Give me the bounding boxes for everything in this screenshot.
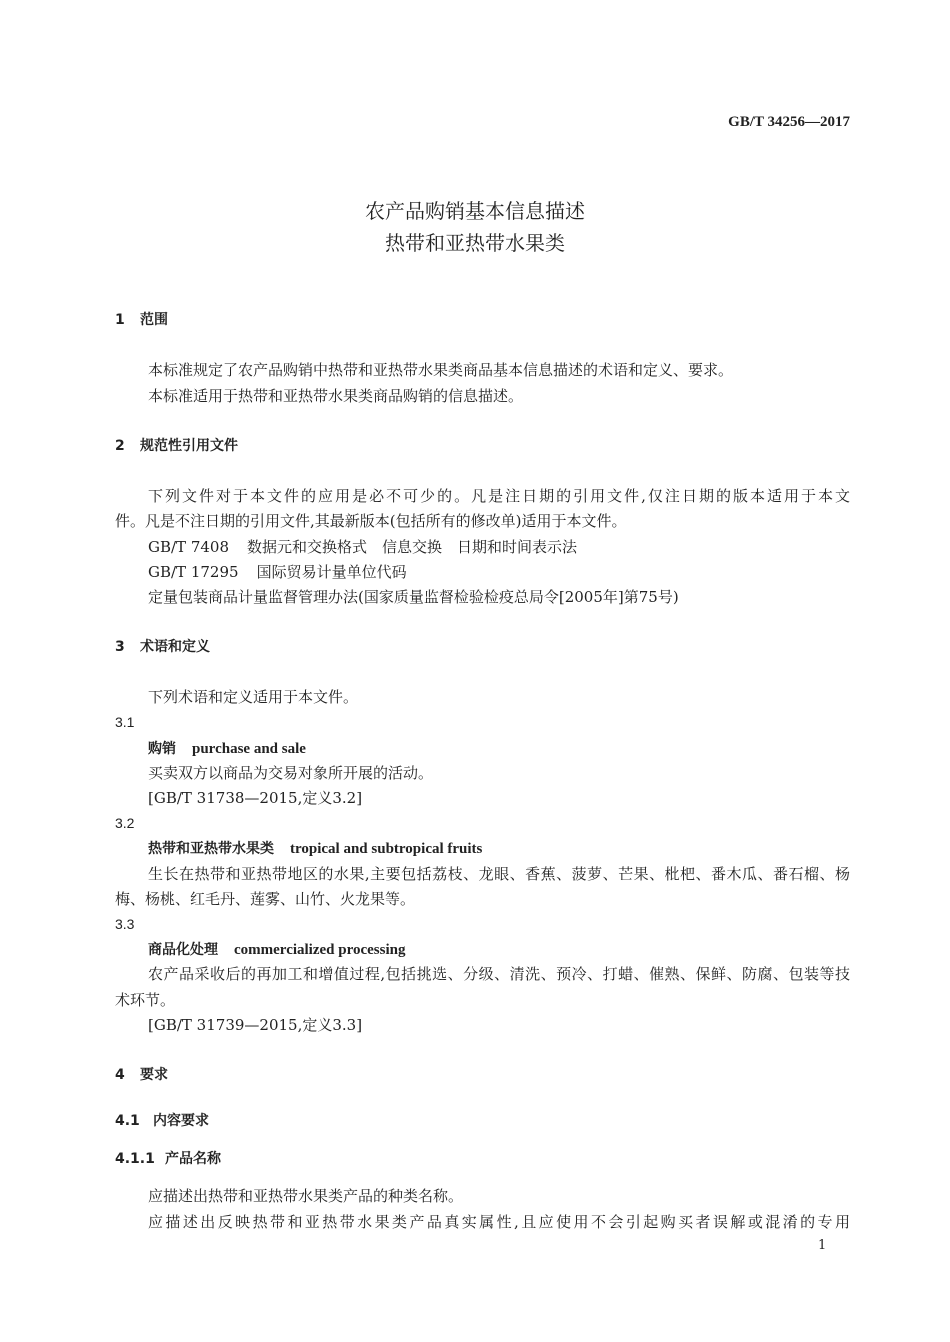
ref-title: 数据元和交换格式 信息交换 日期和时间表示法 [247,538,578,556]
doc-subtitle: 热带和亚热带水果类 [385,231,565,255]
term-zh: 购销 [148,741,176,757]
section-num: 4.1.1 [115,1151,155,1167]
paragraph: 下列术语和定义适用于本文件。 [148,688,359,706]
term-definition: 梅、杨桃、红毛丹、莲雾、山竹、火龙果等。 [115,890,416,908]
section-1-heading [115,310,168,330]
paragraph: 本标准适用于热带和亚热带水果类商品购销的信息描述。 [148,387,524,405]
reference-item [148,537,577,557]
section-num: 2 [115,438,125,454]
term-number: 3.1 [115,714,135,730]
subsection-heading [115,1149,221,1169]
term-heading [148,939,406,960]
paragraph: 应描述出反映热带和亚热带水果类产品真实属性,且应使用不会引起购买者误解或混淆的专用 [148,1213,850,1231]
section-title: 范围 [140,312,168,328]
paragraph: 应描述出热带和亚热带水果类产品的种类名称。 [148,1187,464,1205]
term-definition: 术环节。 [115,991,176,1009]
section-num: 4.1 [115,1113,140,1129]
paragraph: 本标准规定了农产品购销中热带和亚热带水果类商品基本信息描述的术语和定义、要求。 [148,361,734,379]
term-en: tropical and subtropical fruits [290,841,483,857]
term-zh: 商品化处理 [148,942,218,958]
term-definition: 买卖双方以商品为交易对象所开展的活动。 [148,764,434,782]
term-number: 3.2 [115,815,135,831]
paragraph: 下列文件对于本文件的应用是必不可少的。凡是注日期的引用文件,仅注日期的版本适用于本文 [148,487,850,505]
doc-title: 农产品购销基本信息描述 [365,199,585,223]
section-2-heading [115,436,238,456]
term-source: [GB/T 31738—2015,定义3.2] [148,789,363,807]
subsection-heading [115,1111,209,1131]
section-num: 1 [115,312,125,328]
term-en: commercialized processing [234,942,406,958]
term-definition: 农产品采收后的再加工和增值过程,包括挑选、分级、清洗、预冷、打蜡、催熟、保鲜、防腐、包装等技 [148,965,850,983]
section-title: 产品名称 [165,1151,221,1167]
term-number: 3.3 [115,916,135,932]
term-en: purchase and sale [192,741,306,757]
section-num: 4 [115,1067,125,1083]
section-title: 要求 [140,1067,168,1083]
term-heading [148,838,482,859]
reference-item [148,562,407,582]
page-number: 1 [818,1238,827,1253]
term-source: [GB/T 31739—2015,定义3.3] [148,1016,363,1034]
term-definition: 生长在热带和亚热带地区的水果,主要包括荔枝、龙眼、香蕉、菠萝、芒果、枇杷、番木瓜、番石榴、杨 [148,865,850,883]
ref-title: 国际贸易计量单位代码 [256,563,407,581]
term-heading [148,738,306,759]
ref-code: GB/T 7408 [148,538,230,556]
section-title: 术语和定义 [140,639,210,655]
standard-number: GB/T 34256—2017 [728,114,850,130]
section-4-heading [115,1065,168,1085]
section-num: 3 [115,639,125,655]
section-3-heading [115,637,210,657]
section-title: 内容要求 [153,1113,209,1129]
reference-item: 定量包装商品计量监督管理办法(国家质量监督检验检疫总局令[2005年]第75号) [148,588,679,606]
ref-code: GB/T 17295 [148,563,239,581]
section-title: 规范性引用文件 [140,438,238,454]
term-zh: 热带和亚热带水果类 [148,841,274,857]
paragraph: 件。凡是不注日期的引用文件,其最新版本(包括所有的修改单)适用于本文件。 [115,512,627,530]
